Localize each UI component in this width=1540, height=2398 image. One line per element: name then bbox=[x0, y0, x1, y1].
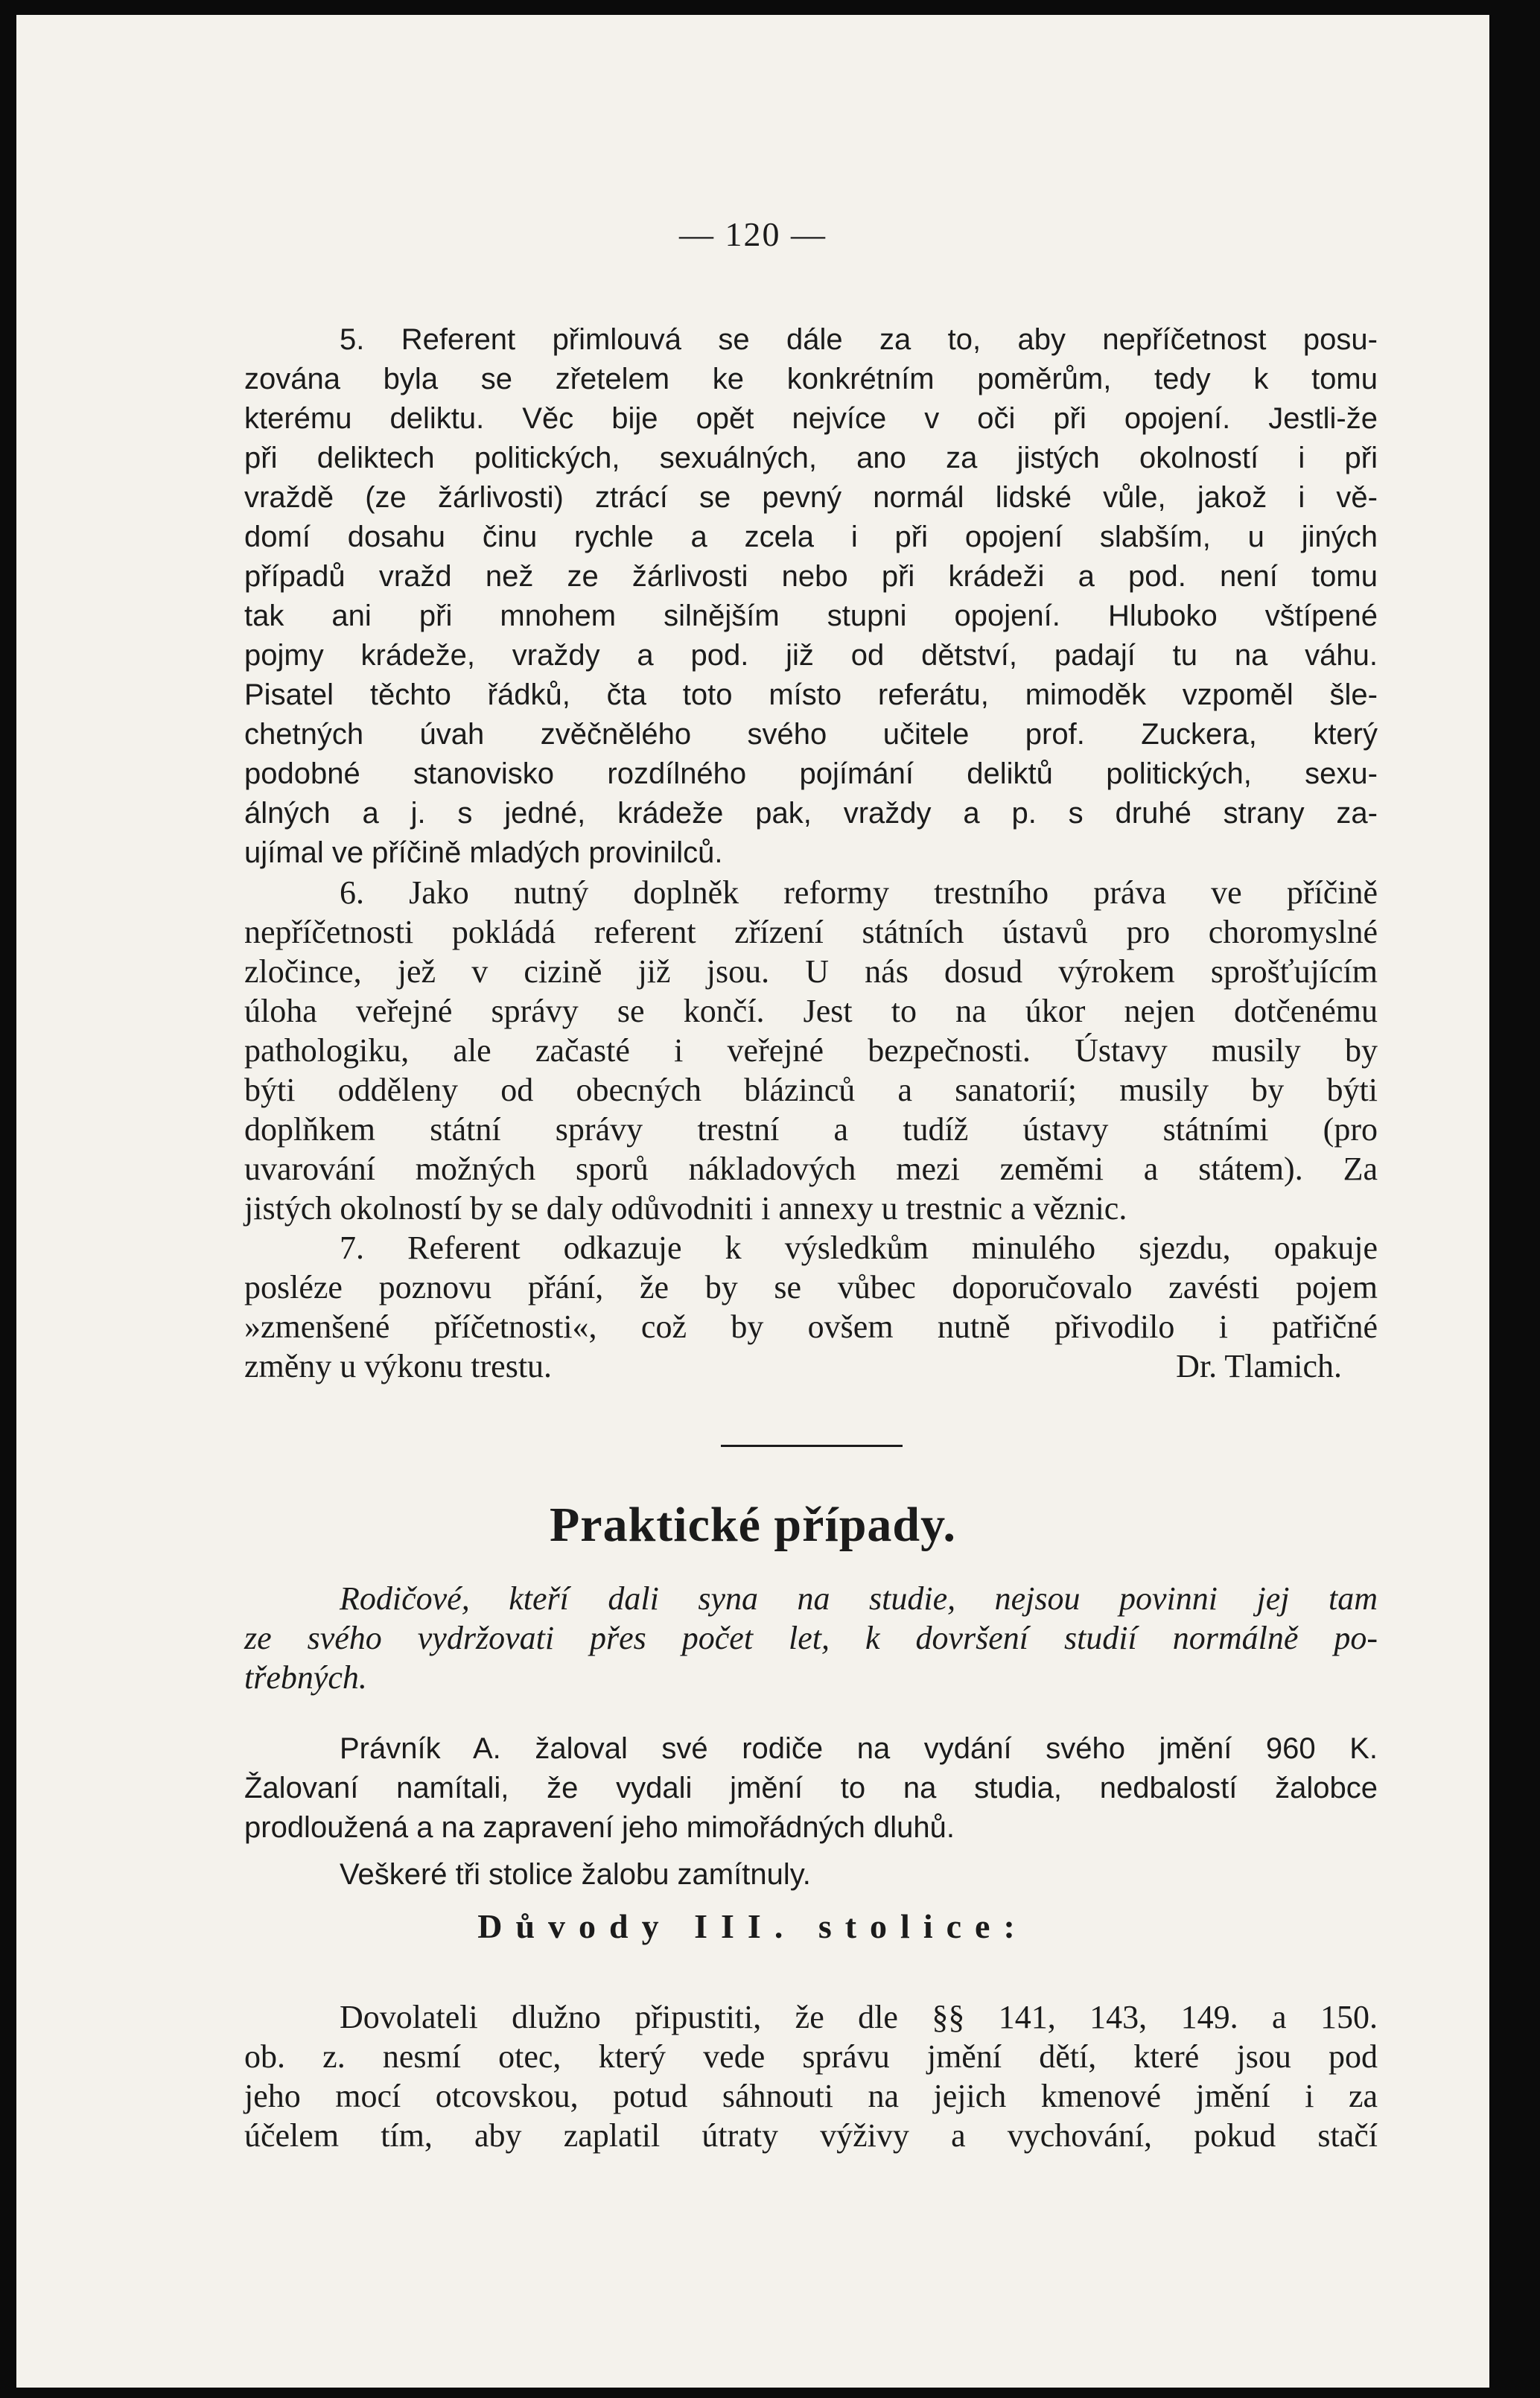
text-line: jeho mocí otcovskou, potud sáhnouti na jejich kmenové jmění i za bbox=[244, 2078, 1378, 2114]
text-line: posléze poznovu přání, že by se vůbec doporučovalo zavésti pojem bbox=[244, 1269, 1378, 1305]
text-line: třebných. bbox=[244, 1659, 367, 1696]
text-line: ujímal ve příčině mladých provinilců. bbox=[244, 836, 723, 869]
verdict-line: Veškeré tři stolice žalobu zamítnuly. bbox=[340, 1858, 811, 1891]
text-line: vraždě (ze žárlivosti) ztrácí se pevný normál lidské vůle, jakož i vě- bbox=[244, 481, 1378, 514]
case-facts bbox=[244, 1729, 1378, 1895]
text-line: účelem tím, aby zaplatil útraty výživy a vychování, pokud stačí bbox=[244, 2117, 1378, 2154]
paragraph-5 bbox=[244, 320, 1378, 873]
text-line: ob. z. nesmí otec, který vede správu jmění dětí, které jsou pod bbox=[244, 2038, 1378, 2075]
text-line: nepříčetnosti pokládá referent zřízení státních ústavů pro choromyslné bbox=[244, 914, 1378, 950]
text-line: 7. Referent odkazuje k výsledkům minulého sjezdu, opakuje bbox=[340, 1230, 1378, 1266]
document-page bbox=[16, 15, 1489, 2388]
text-line: Žalovaní namítali, že vydali jmění to na studia, nedbalostí žalobce bbox=[244, 1772, 1378, 1804]
section-heading: Praktické případy. bbox=[549, 1498, 957, 1552]
text-line: álných a j. s jedné, krádeže pak, vraždy a p. s druhé strany za- bbox=[244, 797, 1378, 830]
text-line: úloha veřejné správy se končí. Jest to na úkor nejen dotčenému bbox=[244, 993, 1378, 1029]
section-divider bbox=[721, 1445, 903, 1447]
text-line: podobné stanovisko rozdílného pojímání deliktů politických, sexu- bbox=[244, 757, 1378, 790]
page-number: — 120 — bbox=[679, 215, 827, 253]
paragraph-7 bbox=[244, 1228, 1378, 1386]
text-line: Rodičové, kteří dali syna na studie, nejsou povinni jej tam bbox=[340, 1580, 1378, 1617]
reasons-paragraph bbox=[244, 1997, 1378, 2155]
text-line: jistých okolností by se daly odůvodniti i annexy u trestnic a věznic. bbox=[244, 1190, 1127, 1227]
last-line-text: změny u výkonu trestu. bbox=[244, 1348, 553, 1384]
text-line: prodloužená a na zapravení jeho mimořádných dluhů. bbox=[244, 1811, 955, 1844]
reasons-subheading: Důvody III. stolice: bbox=[477, 1907, 1028, 1945]
text-line: pojmy krádeže, vraždy a pod. již od dětství, padají tu na váhu. bbox=[244, 639, 1378, 672]
text-line: chetných úvah zvěčnělého svého učitele prof. Zuckera, který bbox=[244, 718, 1378, 751]
text-line: Právník A. žaloval své rodiče na vydání svého jmění 960 K. bbox=[340, 1732, 1378, 1765]
text-line: tak ani při mnohem silnějším stupni opojení. Hluboko vštípené bbox=[244, 600, 1378, 632]
text-line: uvarování možných sporů nákladových mezi zeměmi a státem). Za bbox=[244, 1151, 1378, 1187]
text-line: ze svého vydržovati přes počet let, k dovršení studií normálně po- bbox=[244, 1620, 1378, 1656]
text-line: 6. Jako nutný doplněk reformy trestního práva ve příčině bbox=[340, 874, 1378, 911]
text-line: Dovolateli dlužno připustiti, že dle §§ 141, 143, 149. a 150. bbox=[340, 1999, 1378, 2035]
text-line: 5. Referent přimlouvá se dále za to, aby nepříčetnost posu- bbox=[340, 323, 1378, 356]
text-line: Pisatel těchto řádků, čta toto místo referátu, mimoděk vzpoměl šle- bbox=[244, 678, 1378, 711]
text-line: doplňkem státní správy trestní a tudíž ústavy státními (pro bbox=[244, 1111, 1378, 1148]
case-summary bbox=[244, 1579, 1378, 1697]
paragraph-6 bbox=[244, 873, 1378, 1228]
text-line: při deliktech politických, sexuálných, ano za jistých okolností i při bbox=[244, 442, 1378, 474]
author-signature: Dr. Tlamich. bbox=[1176, 1348, 1342, 1384]
text-line: býti odděleny od obecných blázinců a sanatorií; musily by býti bbox=[244, 1072, 1378, 1108]
text-line: domí dosahu činu rychle a zcela i při opojení slabším, u jiných bbox=[244, 521, 1378, 553]
text-line: pathologiku, ale začasté i veřejné bezpečnosti. Ústavy musily by bbox=[244, 1032, 1378, 1069]
text-line bbox=[244, 1346, 1378, 1386]
text-line: »zmenšené příčetnosti«, což by ovšem nutně přivodilo i patřičné bbox=[244, 1308, 1378, 1345]
text-line: zločince, jež v cizině již jsou. U nás dosud výrokem sprošťujícím bbox=[244, 953, 1378, 990]
text-line: kterému deliktu. Věc bije opět nejvíce v oči při opojení. Jestli-že bbox=[244, 402, 1378, 435]
text-line: případů vražd než ze žárlivosti nebo při krádeži a pod. není tomu bbox=[244, 560, 1378, 593]
text-line: zována byla se zřetelem ke konkrétním poměrům, tedy k tomu bbox=[244, 363, 1378, 395]
